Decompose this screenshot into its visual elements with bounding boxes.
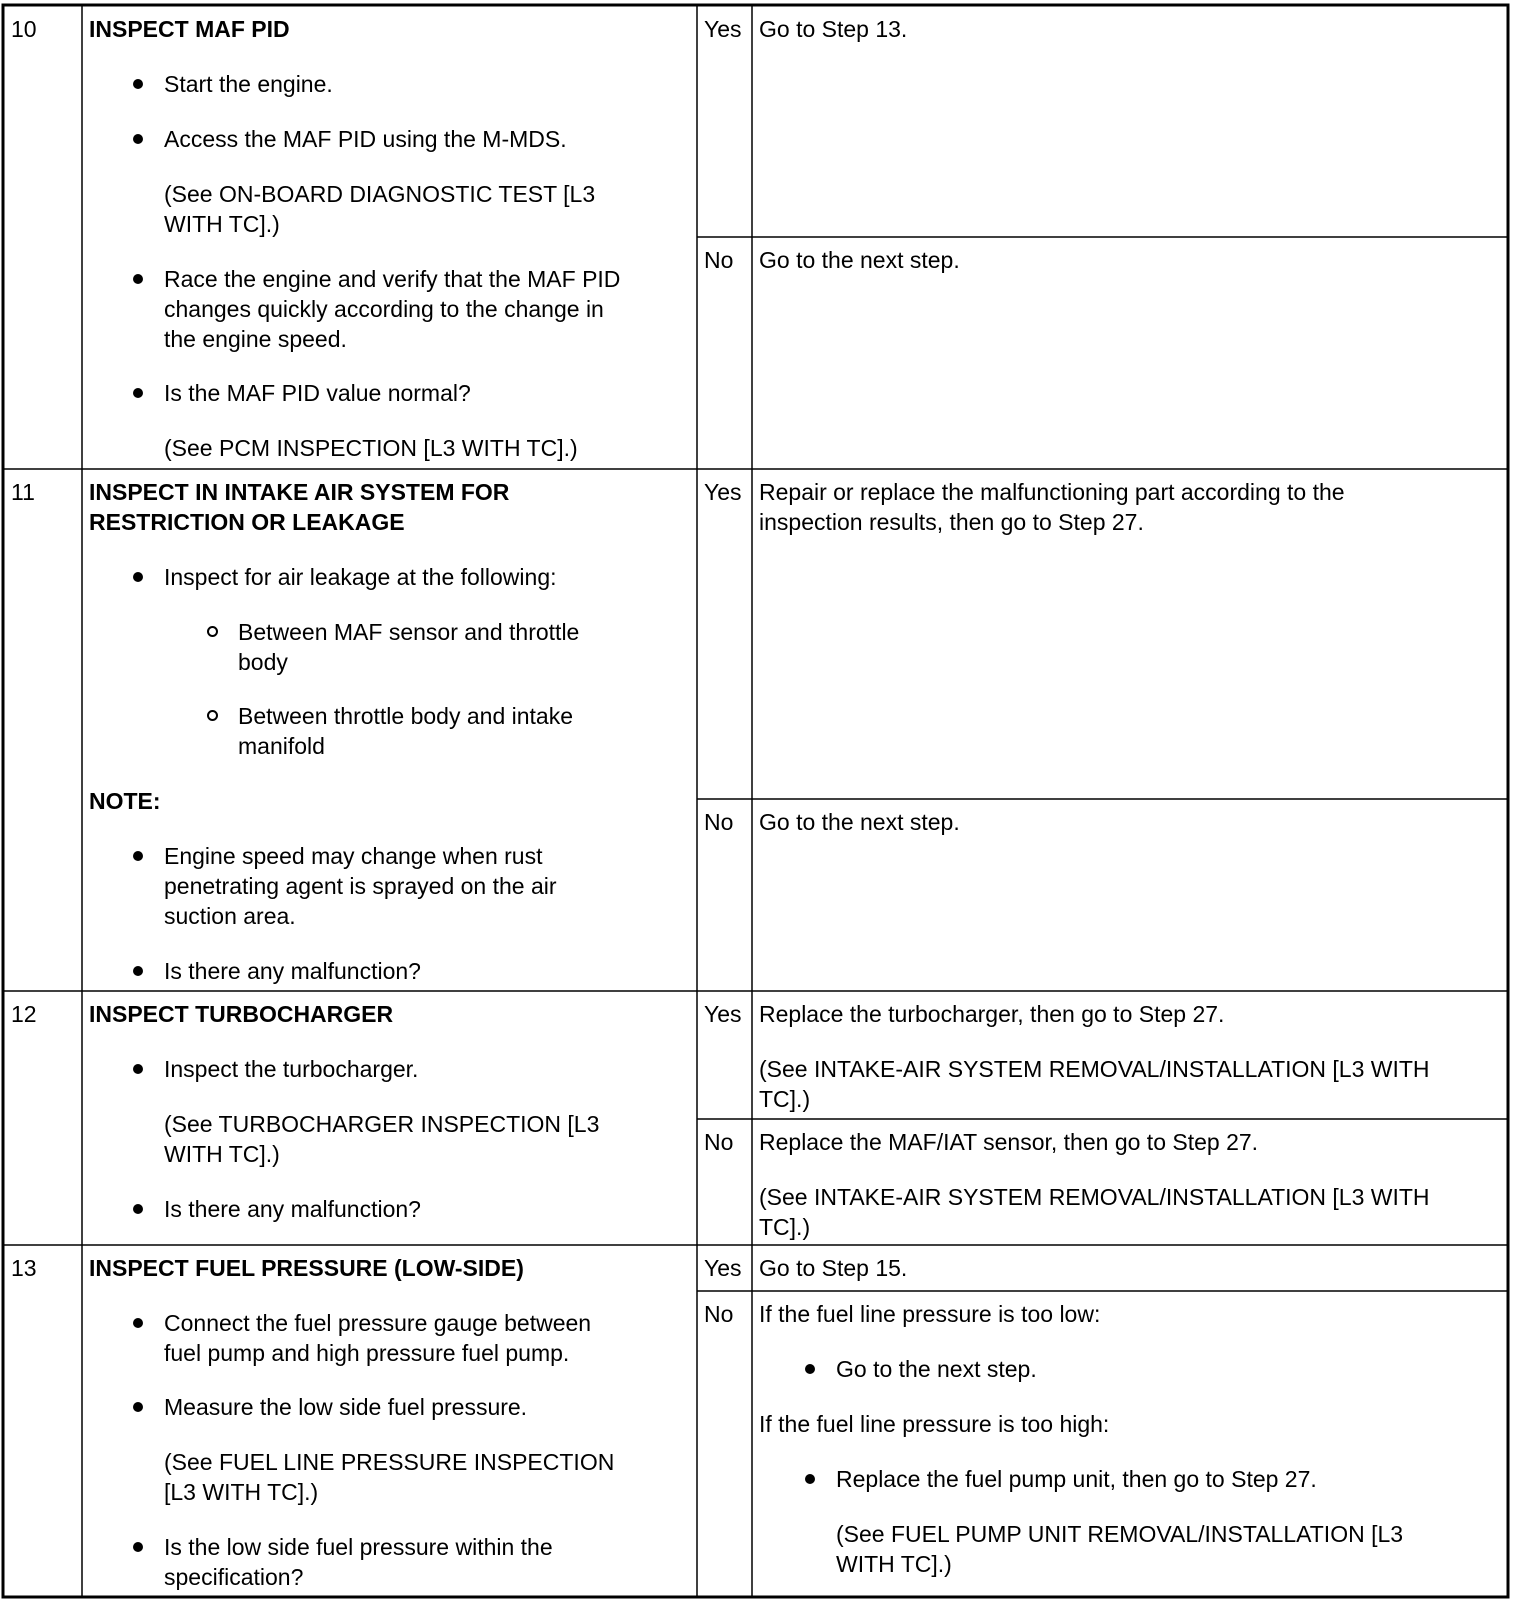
step-title: INSPECT FUEL PRESSURE (LOW-SIDE) — [89, 1255, 524, 1281]
no-label: No — [704, 809, 734, 835]
instruction-line: Is there any malfunction? — [164, 958, 421, 984]
yes-action: Repair or replace the malfunctioning part according to the — [759, 479, 1345, 505]
reference-line: (See ON-BOARD DIAGNOSTIC TEST [L3 — [164, 181, 596, 207]
step-number: 12 — [11, 1001, 37, 1027]
step-title: INSPECT TURBOCHARGER — [89, 1001, 394, 1027]
instruction-line: Is the low side fuel pressure within the — [164, 1534, 553, 1560]
bullet-icon — [133, 274, 143, 284]
note-line: penetrating agent is sprayed on the air — [164, 873, 557, 899]
step-title: INSPECT IN INTAKE AIR SYSTEM FOR — [89, 479, 510, 505]
no-label: No — [704, 1129, 734, 1155]
note-line: Engine speed may change when rust — [164, 843, 543, 869]
sub-instruction-line: body — [238, 649, 288, 675]
yes-action: Replace the turbocharger, then go to Step 27. — [759, 1001, 1225, 1027]
reference-line: [L3 WITH TC].) — [164, 1479, 319, 1505]
bullet-icon — [133, 572, 143, 582]
sub-instruction-line: Between MAF sensor and throttle — [238, 619, 580, 645]
reference-line: WITH TC].) — [164, 1141, 280, 1167]
no-reference: WITH TC].) — [836, 1551, 952, 1577]
bullet-icon — [133, 1064, 143, 1074]
bullet-icon — [133, 1318, 143, 1328]
sub-instruction-line: Between throttle body and intake — [238, 703, 574, 729]
no-condition: If the fuel line pressure is too high: — [759, 1411, 1110, 1437]
reference-line: (See FUEL LINE PRESSURE INSPECTION — [164, 1449, 615, 1475]
note-heading: NOTE: — [89, 788, 161, 814]
reference-line: (See PCM INSPECTION [L3 WITH TC].) — [164, 435, 578, 461]
no-action: Go to the next step. — [759, 809, 960, 835]
yes-reference: (See INTAKE-AIR SYSTEM REMOVAL/INSTALLATION [L3 WITH — [759, 1056, 1430, 1082]
instruction-line: Race the engine and verify that the MAF PID — [164, 266, 621, 292]
no-reference: (See INTAKE-AIR SYSTEM REMOVAL/INSTALLATION [L3 WITH — [759, 1184, 1430, 1210]
yes-label: Yes — [704, 16, 742, 42]
yes-label: Yes — [704, 1255, 742, 1281]
no-action: Go to the next step. — [759, 247, 960, 273]
reference-line: WITH TC].) — [164, 211, 280, 237]
instruction-line: the engine speed. — [164, 326, 347, 352]
sub-bullet-icon — [207, 626, 218, 637]
bullet-icon — [133, 79, 143, 89]
yes-action: inspection results, then go to Step 27. — [759, 509, 1144, 535]
instruction-line: Access the MAF PID using the M-MDS. — [164, 126, 567, 152]
instruction-line: Inspect the turbocharger. — [164, 1056, 419, 1082]
bullet-icon — [133, 388, 143, 398]
instruction-line: Inspect for air leakage at the following: — [164, 564, 557, 590]
step-title: RESTRICTION OR LEAKAGE — [89, 509, 405, 535]
instruction-line: Start the engine. — [164, 71, 333, 97]
bullet-icon — [133, 1204, 143, 1214]
no-action: Replace the MAF/IAT sensor, then go to Step 27. — [759, 1129, 1259, 1155]
bullet-icon — [133, 1402, 143, 1412]
instruction-line: Is there any malfunction? — [164, 1196, 421, 1222]
yes-label: Yes — [704, 479, 742, 505]
yes-action: Go to Step 15. — [759, 1255, 908, 1281]
instruction-line: Is the MAF PID value normal? — [164, 380, 471, 406]
note-line: suction area. — [164, 903, 296, 929]
bullet-icon — [133, 134, 143, 144]
no-label: No — [704, 247, 734, 273]
step-number: 13 — [11, 1255, 37, 1281]
step-title: INSPECT MAF PID — [89, 16, 290, 42]
no-reference: (See FUEL PUMP UNIT REMOVAL/INSTALLATION [L3 — [836, 1521, 1404, 1547]
bullet-icon — [805, 1364, 815, 1374]
no-action: Go to the next step. — [836, 1356, 1037, 1382]
no-action: Replace the fuel pump unit, then go to Step 27. — [836, 1466, 1317, 1492]
bullet-icon — [133, 1542, 143, 1552]
instruction-line: changes quickly according to the change in — [164, 296, 604, 322]
no-reference: TC].) — [759, 1214, 811, 1240]
yes-action: Go to Step 13. — [759, 16, 908, 42]
bullet-icon — [805, 1474, 815, 1484]
instruction-line: Connect the fuel pressure gauge between — [164, 1310, 592, 1336]
step-number: 11 — [11, 479, 35, 505]
sub-instruction-line: manifold — [238, 733, 325, 759]
bullet-icon — [133, 966, 143, 976]
instruction-line: specification? — [164, 1564, 304, 1590]
no-label: No — [704, 1301, 734, 1327]
step-number: 10 — [11, 16, 37, 42]
instruction-line: Measure the low side fuel pressure. — [164, 1394, 528, 1420]
no-condition: If the fuel line pressure is too low: — [759, 1301, 1101, 1327]
reference-line: (See TURBOCHARGER INSPECTION [L3 — [164, 1111, 600, 1137]
instruction-line: fuel pump and high pressure fuel pump. — [164, 1340, 570, 1366]
yes-reference: TC].) — [759, 1086, 811, 1112]
bullet-icon — [133, 851, 143, 861]
yes-label: Yes — [704, 1001, 742, 1027]
sub-bullet-icon — [207, 710, 218, 721]
